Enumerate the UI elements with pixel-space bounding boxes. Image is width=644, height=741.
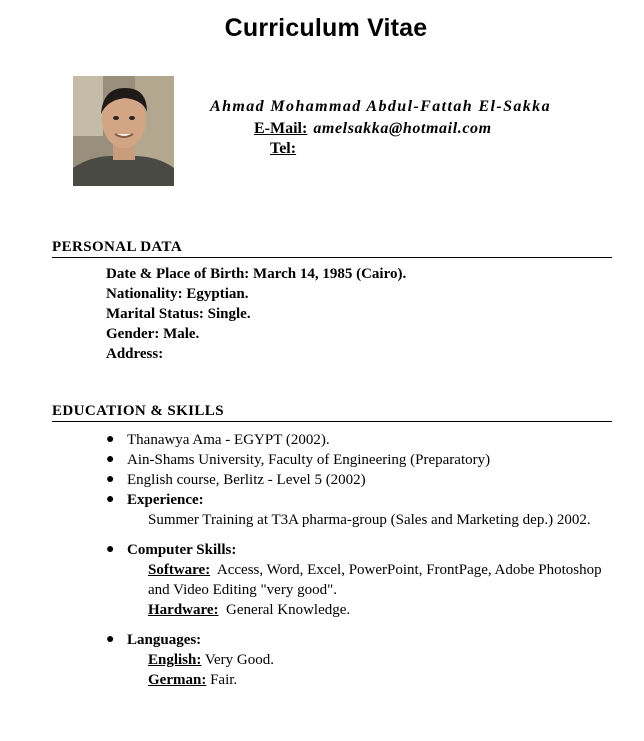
tel-line: [270, 140, 296, 158]
list-item: [106, 430, 606, 450]
birth-value: March 14, 1985 (Cairo).: [253, 266, 407, 282]
english-label: English:: [148, 652, 202, 668]
full-name: Ahmad Mohammad Abdul-Fattah El-Sakka: [210, 98, 551, 115]
education-item-3: English course, Berlitz - Level 5 (2002): [127, 472, 366, 488]
gender-value: Male.: [163, 326, 200, 342]
hardware-line: [127, 600, 606, 620]
list-item: [106, 470, 606, 490]
spacer: [106, 530, 606, 540]
personal-data-section: [106, 264, 406, 364]
profile-photo: [73, 76, 174, 186]
spacer: [106, 620, 606, 630]
nationality-label: Nationality:: [106, 286, 183, 302]
bullet-icon: ●: [106, 472, 115, 487]
bullet-icon: ●: [106, 632, 115, 647]
education-section: [106, 430, 606, 690]
english-line: [127, 650, 606, 670]
experience-text: Summer Training at T3A pharma-group (Sales and Marketing dep.) 2002.: [148, 512, 591, 528]
marital-label: Marital Status:: [106, 306, 204, 322]
hardware-text: General Knowledge.: [226, 602, 351, 618]
experience-label: Experience:: [127, 492, 204, 508]
address-label: Address:: [106, 346, 164, 362]
nationality-row: [106, 284, 406, 304]
email-label: E-Mail:: [254, 120, 308, 137]
german-line: [127, 670, 606, 690]
marital-row: [106, 304, 406, 324]
bullet-icon: ●: [106, 542, 115, 557]
marital-value: Single.: [207, 306, 251, 322]
personal-data-heading: PERSONAL DATA: [52, 239, 612, 258]
languages-item: [106, 630, 606, 690]
german-label: German:: [148, 672, 207, 688]
education-item-2: Ain-Shams University, Faculty of Engineering (Preparatory): [127, 452, 491, 468]
experience-item: [106, 490, 606, 530]
nationality-value: Egyptian.: [186, 286, 249, 302]
hardware-label: Hardware:: [148, 602, 219, 618]
gender-row: [106, 324, 406, 344]
computer-skills-item: [106, 540, 606, 620]
email-line: [254, 120, 492, 138]
birth-label: Date & Place of Birth:: [106, 266, 250, 282]
bullet-icon: ●: [106, 432, 115, 447]
bullet-icon: ●: [106, 492, 115, 507]
german-value: Fair.: [210, 672, 238, 688]
birth-row: [106, 264, 406, 284]
software-text: Access, Word, Excel, PowerPoint, FrontPage, Adobe Photoshop and Video Editing "very good".: [148, 562, 602, 598]
education-heading: EDUCATION & SKILLS: [52, 403, 612, 422]
software-line: [127, 560, 606, 600]
bullet-icon: ●: [106, 452, 115, 467]
education-item-1: Thanawya Ama - EGYPT (2002).: [127, 432, 330, 448]
page-title: Curriculum Vitae: [224, 14, 428, 42]
languages-label: Languages:: [127, 632, 202, 648]
tel-label: Tel:: [270, 140, 297, 157]
english-value: Very Good.: [204, 652, 274, 668]
computer-skills-label: Computer Skills:: [127, 542, 237, 558]
gender-label: Gender:: [106, 326, 160, 342]
software-label: Software:: [148, 562, 211, 578]
list-item: [106, 450, 606, 470]
address-row: [106, 344, 406, 364]
email-value: amelsakka@hotmail.com: [313, 120, 492, 137]
